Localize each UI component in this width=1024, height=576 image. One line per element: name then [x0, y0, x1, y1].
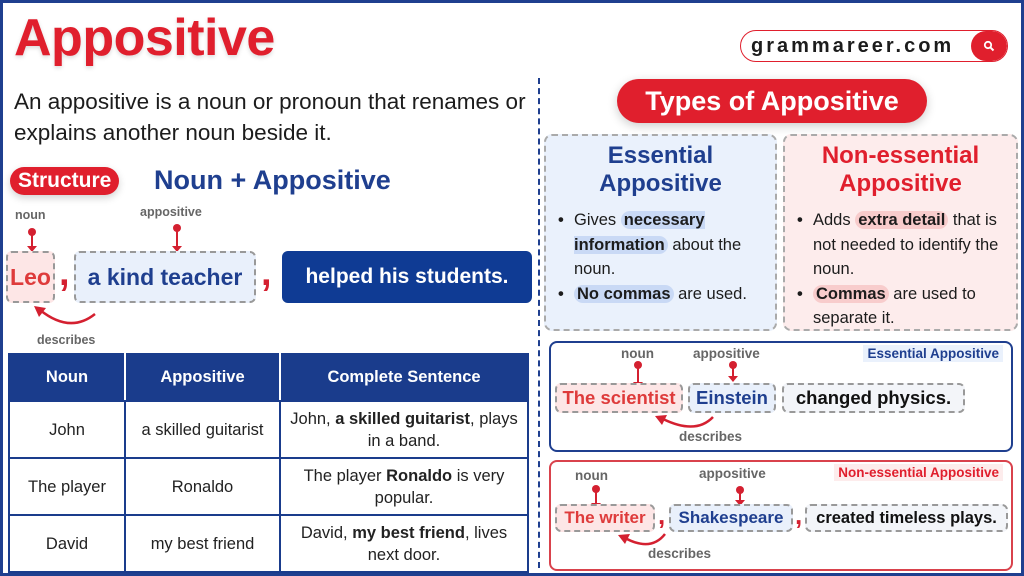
bullet-item — [795, 208, 1006, 282]
noun-box: Leo — [6, 251, 55, 303]
sentence-cell — [280, 458, 528, 515]
appositive-label: appositive — [693, 346, 760, 361]
appositive-cell: my best friend — [125, 515, 280, 572]
appositive-label: appositive — [699, 466, 766, 481]
comma: , — [261, 252, 272, 294]
appositive-cell: Ronaldo — [125, 458, 280, 515]
describes-arrow-icon — [30, 300, 100, 332]
essential-example-card — [549, 341, 1013, 452]
sentence-cell — [280, 515, 528, 572]
sentence-appositive: a skilled guitarist — [335, 409, 471, 428]
types-heading: Types of Appositive — [617, 79, 927, 123]
predicate-box: created timeless plays. — [805, 504, 1008, 532]
noun-label: noun — [575, 468, 608, 483]
noun-box: The writer — [555, 504, 655, 532]
site-search-bar[interactable] — [740, 30, 1008, 62]
highlight: No commas — [574, 285, 674, 303]
essential-title — [556, 142, 765, 198]
sentence-appositive: Ronaldo — [386, 466, 453, 485]
bullet-text: Adds — [813, 211, 856, 229]
predicate-box: changed physics. — [782, 383, 965, 413]
bullet-text: about the noun. — [574, 235, 742, 278]
bullet-item — [556, 208, 765, 282]
appositive-label: appositive — [140, 205, 202, 219]
appositive-box: Einstein — [688, 383, 776, 413]
noun-label: noun — [15, 208, 46, 222]
appositive-pointer-icon — [732, 365, 734, 380]
sentence-text: David, — [300, 523, 353, 542]
noun-pointer-icon — [31, 232, 33, 250]
table-row — [9, 515, 528, 572]
nonessential-title — [795, 142, 1006, 198]
search-button[interactable] — [971, 31, 1007, 61]
noun-cell: John — [9, 401, 125, 458]
column-header: Appositive — [125, 354, 280, 401]
table-row — [9, 401, 528, 458]
bullet-item — [556, 282, 765, 307]
title-line: Appositive — [599, 170, 722, 197]
appositive-pointer-icon — [739, 490, 741, 504]
sentence-text: is very popular. — [374, 466, 505, 507]
table-header-row — [9, 354, 528, 401]
bullet-item — [795, 282, 1006, 331]
bullet-text: that is not needed to identify the noun. — [813, 211, 999, 278]
sentence-text: , plays in a band. — [367, 409, 518, 450]
structure-formula: Noun + Appositive — [154, 165, 391, 195]
column-header: Noun — [9, 354, 125, 401]
section-divider — [538, 78, 540, 568]
highlight: necessary information — [574, 211, 705, 254]
comma: , — [795, 500, 803, 530]
noun-box: The scientist — [555, 383, 683, 413]
title-line: Non-essential — [821, 142, 980, 169]
search-icon — [983, 40, 995, 52]
bullet-text: Gives — [574, 211, 621, 229]
describes-label: describes — [648, 546, 712, 561]
bullet-text: are used to separate it. — [813, 284, 976, 327]
nonessential-bullets — [795, 208, 1006, 331]
essential-card — [544, 134, 777, 331]
title-line: Appositive — [839, 170, 962, 197]
example-tag: Essential Appositive — [863, 345, 1003, 362]
highlight: extra detail — [855, 211, 948, 229]
comma: , — [59, 252, 70, 294]
noun-cell: David — [9, 515, 125, 572]
nonessential-example-card — [549, 460, 1013, 571]
title-line: Essential — [607, 142, 714, 169]
describes-label: describes — [679, 429, 743, 444]
appositive-pointer-icon — [176, 228, 178, 250]
page-title: Appositive — [14, 9, 275, 67]
column-header: Complete Sentence — [280, 354, 528, 401]
site-url: grammareer.com — [751, 35, 955, 57]
essential-bullets — [556, 208, 765, 306]
examples-table — [8, 353, 529, 573]
table-row — [9, 458, 528, 515]
definition-text: An appositive is a noun or pronoun that renames or explains another noun beside it. — [14, 89, 526, 145]
noun-label: noun — [621, 346, 654, 361]
sentence-text: The player — [303, 466, 387, 485]
example-tag: Non-essential Appositive — [834, 464, 1003, 481]
appositive-box: Shakespeare — [669, 504, 793, 532]
sentence-text: , lives next door. — [367, 523, 508, 564]
noun-cell: The player — [9, 458, 125, 515]
structure-badge: Structure — [10, 167, 119, 195]
appositive-cell: a skilled guitarist — [125, 401, 280, 458]
nonessential-card — [783, 134, 1018, 331]
comma: , — [658, 500, 666, 530]
sentence-appositive: my best friend — [352, 523, 465, 542]
bullet-text: are used. — [673, 284, 747, 303]
sentence-cell — [280, 401, 528, 458]
highlight: Commas — [813, 285, 889, 303]
sentence-text: John, — [290, 409, 336, 428]
describes-label: describes — [37, 333, 96, 347]
appositive-box: a kind teacher — [74, 251, 256, 303]
predicate-box: helped his students. — [282, 251, 532, 303]
